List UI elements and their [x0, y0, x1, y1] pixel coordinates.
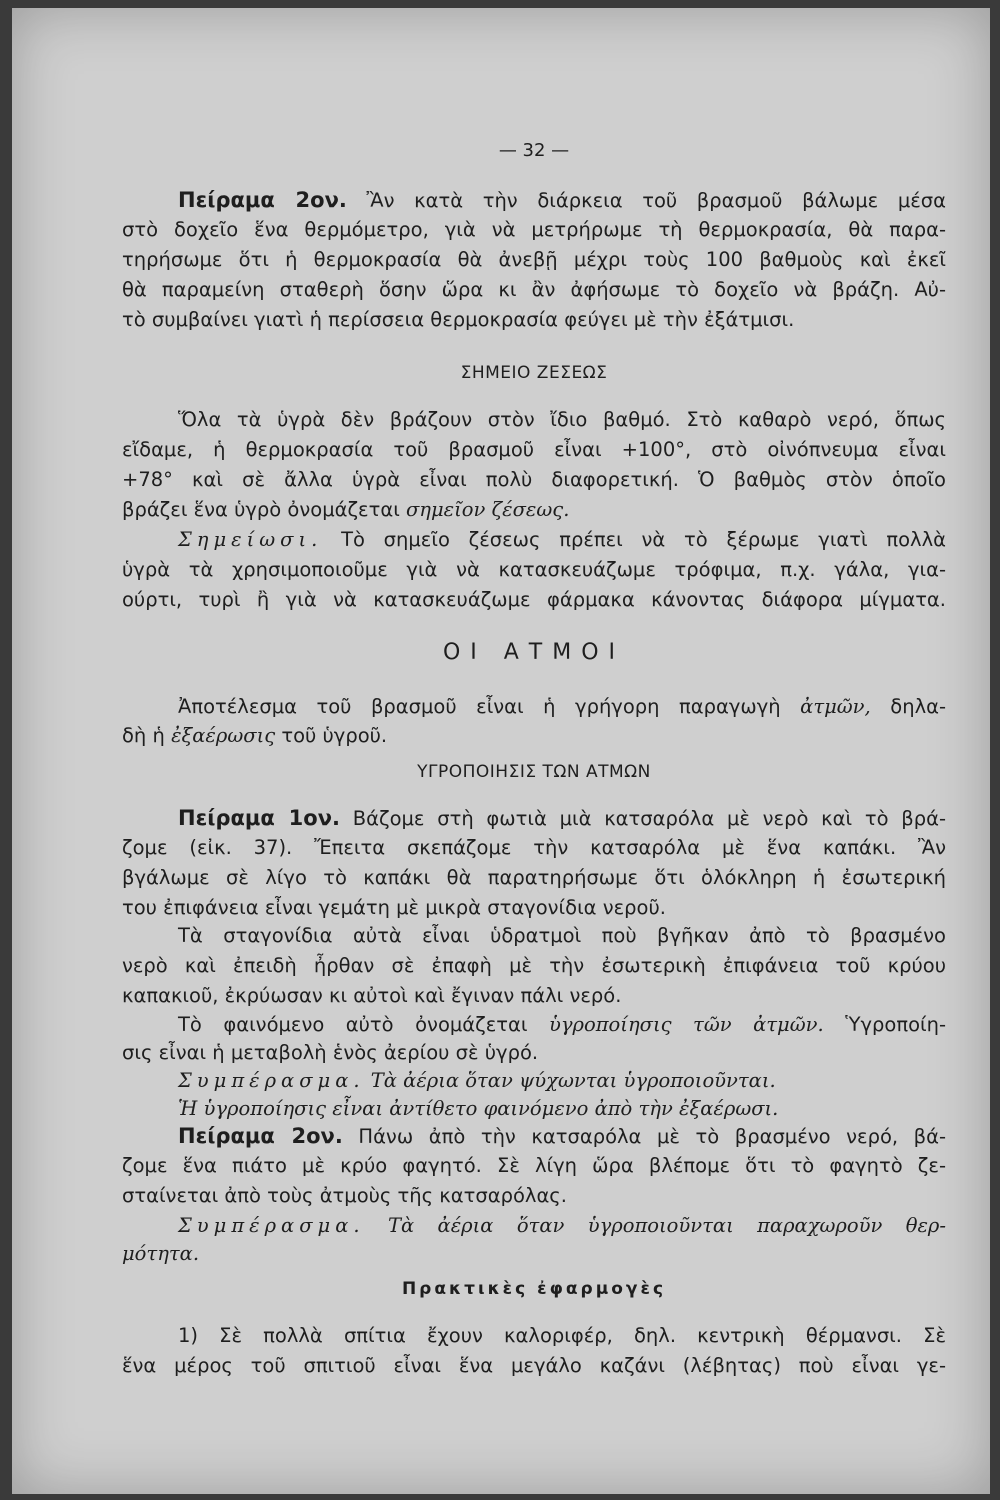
text-line: νερὸ καὶ ἐπειδὴ ἦρθαν σὲ ἐπαφὴ μὲ τὴν ἐσωτερικὴ ἐπιφάνεια τοῦ κρύου	[122, 954, 946, 977]
section-heading: ΥΓΡΟΠΟΙΗΣΙΣ ΤΩΝ ΑΤΜΩΝ	[417, 762, 651, 782]
italic-term: ἐξαέρωσις	[171, 724, 276, 747]
text-line: σταίνεται ἀπὸ τοὺς ἀτμοὺς τῆς κατσαρόλας.	[122, 1184, 567, 1207]
text-line: καπακιοῦ, ἐκρύωσαν κι αὐτοὶ καὶ ἔγιναν πάλι νερό.	[122, 984, 622, 1007]
italic-term: ὑγροποίησις τῶν ἀτμῶν.	[549, 1013, 824, 1036]
text-span: τοῦ ὑγροῦ.	[281, 724, 388, 747]
text-line: του ἐπιφάνεια εἶναι γεμάτη μὲ μικρὰ σταγονίδια νεροῦ.	[122, 896, 666, 919]
text-line: βγάλωμε σὲ λίγο τὸ καπάκι θὰ παρατηρήσωμε ὅτι ὁλόκληρη ἡ ἐσωτερική	[122, 866, 946, 889]
experiment-label: Πείραμα 2ον.	[178, 1124, 343, 1148]
text-line: ἕνα μέρος τοῦ σπιτιοῦ εἶναι ἕνα μεγάλο καζάνι (λέβητας) ποὺ εἶναι γε-	[122, 1354, 946, 1377]
text-span: Τὸ σημεῖο ζέσεως πρέπει νὰ τὸ ξέρωμε γιατὶ πολλὰ	[341, 528, 946, 551]
page-number: — 32 —	[498, 140, 570, 161]
section-heading: ΟΙ ΑΤΜΟΙ	[442, 640, 626, 665]
text-line: εἴδαμε, ἡ θερμοκρασία τοῦ βρασμοῦ εἶναι +100°, στὸ οἰνόπνευμα εἶναι	[122, 438, 946, 461]
text-line	[122, 1121, 946, 1152]
conclusion-label: Συμπέρασμα.	[178, 1069, 365, 1092]
text-span: Βάζομε στὴ φωτιὰ μιὰ κατσαρόλα μὲ νερὸ καὶ τὸ βρά-	[352, 807, 946, 830]
text-line: τηρήσωμε ὅτι ἡ θερμοκρασία θὰ ἀνεβῇ μέχρι τοὺς 100 βαθμοὺς καὶ ἐκεῖ	[122, 248, 946, 271]
italic-term: σημεῖον ζέσεως.	[406, 498, 570, 521]
text-line: θὰ παραμείνη σταθερὴ ὅσην ὥρα κι ἂν ἀφήσωμε τὸ δοχεῖο νὰ βράζη. Αὐ-	[122, 278, 946, 301]
text-span: Τὸ φαινόμενο αὐτὸ ὀνομάζεται	[178, 1013, 528, 1036]
text-line: ούρτι, τυρὶ ἢ γιὰ νὰ κατασκευάζωμε φάρμακα κάνοντας διάφορα μίγματα.	[122, 588, 946, 611]
text-line: στὸ δοχεῖο ἕνα θερμόμετρο, γιὰ νὰ μετρήρωμε τὴ θερμοκρασία, θὰ παρα-	[122, 218, 946, 241]
text-span: Πάνω ἀπὸ τὴν κατσαρόλα μὲ τὸ βρασμένο νερό, βά-	[358, 1125, 947, 1148]
text-line: ζομε (εἰκ. 37). Ἔπειτα σκεπάζομε τὴν κατσαρόλα μὲ ἕνα καπάκι. Ἂν	[122, 836, 946, 859]
section-heading: ΣΗΜΕΙΟ ΖΕΣΕΩΣ	[460, 363, 608, 383]
text-line	[122, 525, 946, 555]
text-span: Ἂν κατὰ τὴν διάρκεια τοῦ βρασμοῦ βάλωμε μέσα	[366, 189, 947, 212]
text-span: Ἀποτέλεσμα τοῦ βρασμοῦ εἶναι ἡ γρήγορη παραγωγὴ	[178, 695, 781, 718]
section-heading: Πρακτικὲς ἐφαρμογὲς	[401, 1279, 667, 1299]
text-line	[122, 1066, 946, 1096]
text-line: Τὰ σταγονίδια αὐτὰ εἶναι ὑδρατμοὶ ποὺ βγῆκαν ἀπὸ τὸ βρασμένο	[178, 924, 946, 947]
text-line	[122, 495, 946, 525]
experiment-label: Πείραμα 1ον.	[178, 806, 340, 830]
experiment-label: Πείραμα 2ον.	[178, 188, 347, 212]
text-line	[122, 803, 946, 834]
text-line: +78° καὶ σὲ ἄλλα ὑγρὰ εἶναι πολὺ διαφορετική. Ὁ βαθμὸς στὸν ὁποῖο	[122, 468, 946, 491]
text-line: ὑγρὰ τὰ χρησιμοποιοῦμε γιὰ νὰ κατασκευάζωμε τρόφιμα, π.χ. γάλα, για-	[122, 558, 946, 581]
italic-term: ἀτμῶν,	[800, 695, 871, 718]
text-line: τὸ συμβαίνει γιατὶ ἡ περίσσεια θερμοκρασία φεύγει μὲ τὴν ἐξάτμισι.	[122, 308, 795, 331]
text-line: Ἡ ὑγροποίησις εἶναι ἀντίθετο φαινόμενο ἀπὸ τὴν ἐξαέρωσι.	[178, 1097, 779, 1120]
note-label: Σημείωσι.	[178, 528, 323, 551]
text-span: δὴ ἡ	[122, 724, 165, 747]
text-line	[122, 1010, 946, 1040]
text-line: 1) Σὲ πολλὰ σπίτια ἔχουν καλοριφέρ, δηλ. κεντρικὴ θέρμανσι. Σὲ	[178, 1324, 946, 1347]
text-line	[122, 1211, 946, 1241]
text-span: βράζει ἕνα ὑγρὸ ὀνομάζεται	[122, 498, 400, 521]
conclusion-label: Συμπέρασμα.	[178, 1214, 365, 1237]
text-line: μότητα.	[122, 1242, 200, 1265]
text-line	[122, 721, 946, 751]
text-span: δηλα-	[890, 695, 947, 718]
text-span: Ὑγροποίη-	[845, 1013, 947, 1036]
text-line: Ὅλα τὰ ὑγρὰ δὲν βράζουν στὸν ἴδιο βαθμό. Στὸ καθαρὸ νερό, ὅπως	[178, 408, 946, 431]
text-line: ζομε ἕνα πιάτο μὲ κρύο φαγητό. Σὲ λίγη ὥρα βλέπομε ὅτι τὸ φαγητὸ ζε-	[122, 1154, 946, 1177]
document-page	[12, 8, 990, 1494]
text-line	[122, 185, 946, 216]
italic-term: Τὰ ἀέρια ὅταν ὑγροποιοῦνται παραχωροῦν θερ-	[387, 1214, 946, 1237]
text-line: σις εἶναι ἡ μεταβολὴ ἑνὸς ἀερίου σὲ ὑγρό.	[122, 1041, 539, 1064]
text-line	[122, 692, 946, 722]
italic-term: Τὰ ἀέρια ὅταν ψύχωνται ὑγροποιοῦνται.	[370, 1069, 776, 1092]
